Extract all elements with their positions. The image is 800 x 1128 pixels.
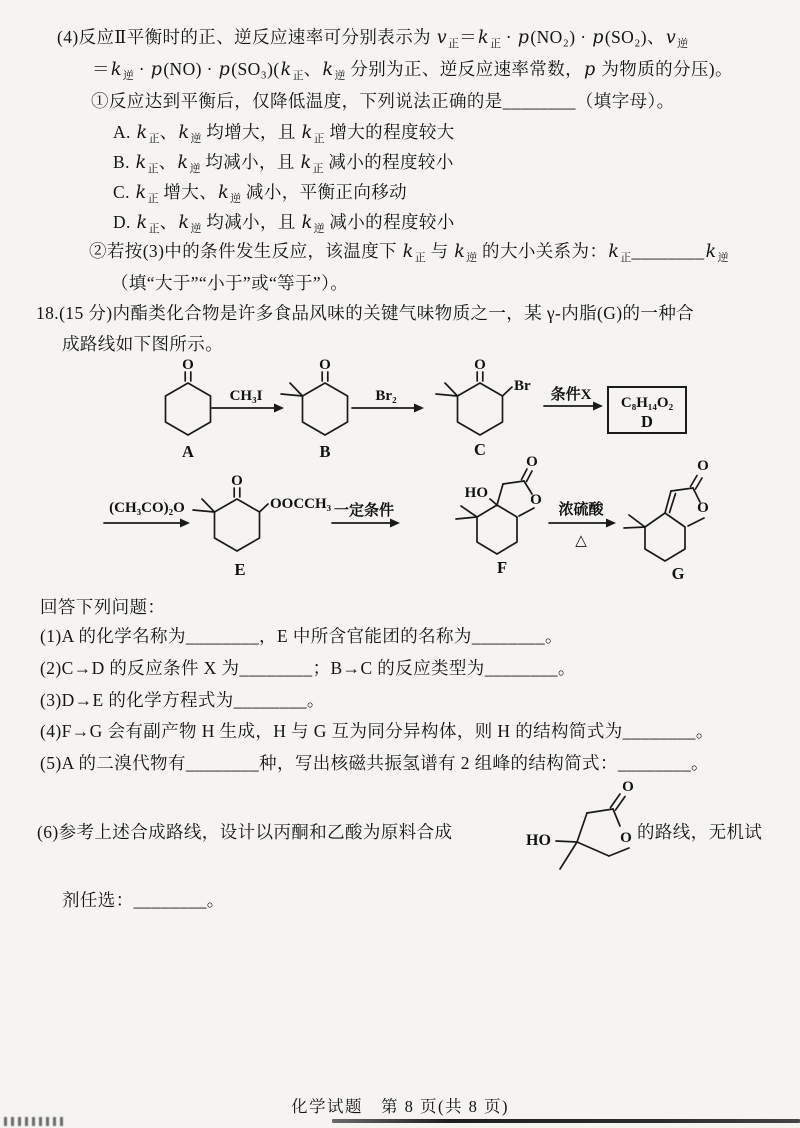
q18-question-3: (3)D→E 的化学方程式为________。 xyxy=(40,690,325,710)
compound-g-structure xyxy=(624,458,709,583)
compound-d-formula: C₈H₁₄O₂ xyxy=(620,395,674,411)
hydroxyl-group-label: HO xyxy=(526,832,551,849)
reagent-ch3i-label: CH₃I xyxy=(229,388,263,404)
carbonyl-o-label: O xyxy=(319,357,331,373)
ring-o-label: O xyxy=(697,500,709,516)
q17-option-a: A. $k_正$、$k_逆$ 均增大，且 $k_正$ 增大的程度较大 xyxy=(113,122,455,145)
q17-option-d: D. $k_正$、$k_逆$ 均减小，且 $k_逆$ 减小的程度较小 xyxy=(113,212,455,235)
q18-prompt: 回答下列问题： xyxy=(40,597,166,617)
carbonyl-o-label: O xyxy=(474,357,486,373)
hydroxyl-group-label: HO xyxy=(464,485,488,501)
compound-b-structure xyxy=(281,357,348,461)
carbonyl-o-label: O xyxy=(182,357,194,373)
carbonyl-o-label: O xyxy=(231,473,243,489)
q18-question-6-text-1: (6)参考上述合成路线，设计以丙酮和乙酸为原料合成 xyxy=(37,822,453,842)
reagent-condition-label: 一定条件 xyxy=(333,503,395,519)
compound-e-structure xyxy=(193,473,332,579)
reaction-arrow-3 xyxy=(544,385,603,411)
reaction-arrow-5 xyxy=(332,501,400,528)
compound-g-label: G xyxy=(671,564,685,583)
compound-e-label: E xyxy=(234,560,246,579)
reaction-arrow-1 xyxy=(212,388,284,413)
q18-intro-line-1: 18.(15 分)内酯类化合物是许多食品风味的关键气味物质之一，某 γ-内脂(G)的一种合 xyxy=(36,303,695,323)
delta-heat-label: △ xyxy=(575,533,587,549)
reagent-h2so4-label: 浓硫酸 xyxy=(558,502,604,518)
reaction-arrow-4 xyxy=(104,500,190,528)
scan-artifact-strip xyxy=(332,1119,800,1123)
q6-target-structure xyxy=(523,778,653,878)
ring-o-label: O xyxy=(620,830,632,846)
compound-c-structure xyxy=(436,357,531,459)
compound-b-label: B xyxy=(319,442,331,461)
reaction-arrow-6 xyxy=(549,500,616,549)
q17-rate-line-1: (4)反应Ⅱ平衡时的正、逆反应速率可分别表示为 $v_正=k_正 \cdot p(NO_2) \cdot p(SO_2)$、$v_逆$ xyxy=(57,27,689,50)
compound-d-box xyxy=(608,387,686,433)
ring-o-label: O xyxy=(530,492,542,508)
q18-question-6-text-2: 的路线，无机试 xyxy=(637,822,763,842)
reagent-aceticanhydride-label: (CH₃CO)₂O xyxy=(109,500,185,516)
q17-sub2-stem: ②若按(3)中的条件发生反应，该温度下 $k_正$ 与 $k_逆$ 的大小关系为：$k_正\_\_\_\_\_\_\_\_k_逆$ xyxy=(89,241,729,264)
compound-f-structure xyxy=(456,454,542,577)
reagent-condition-x-label: 条件X xyxy=(550,387,592,403)
carbonyl-o-label: O xyxy=(526,454,538,470)
q18-intro-line-2: 成路线如下图所示。 xyxy=(62,334,224,354)
page-footer: 化学试题 第 8 页(共 8 页) xyxy=(291,1097,509,1116)
compound-f-label: F xyxy=(496,558,508,577)
q17-sub1-stem: ①反应达到平衡后，仅降低温度，下列说法正确的是________（填字母）。 xyxy=(91,91,675,111)
br-substituent-label: Br xyxy=(514,378,531,394)
q18-question-2: (2)C→D 的反应条件 X 为________；B→C 的反应类型为________。 xyxy=(40,658,576,678)
compound-d-label: D xyxy=(641,412,653,431)
scan-artifact-smudge xyxy=(4,1117,64,1126)
compound-a-label: A xyxy=(182,442,194,461)
q18-question-6-line-2: 剂任选：________。 xyxy=(62,890,225,910)
synthesis-scheme xyxy=(95,352,795,587)
q18-question-1: (1)A 的化学名称为________，E 中所含官能团的名称为________。 xyxy=(40,626,563,646)
q17-rate-line-2: $=k_逆 \cdot p(NO) \cdot p(SO_3)(k_正$、$k_逆$ 分别为正、逆反应速率常数，p 为物质的分压)。 xyxy=(92,59,733,82)
q18-question-4: (4)F→G 会有副产物 H 生成，H 与 G 互为同分异构体，则 H 的结构简式为________。 xyxy=(40,721,714,741)
q17-option-c: C. $k_正$ 增大、$k_逆$ 减小，平衡正向移动 xyxy=(113,182,408,205)
acetoxy-group-label: OOCCH₃ xyxy=(270,496,332,512)
carbonyl-o-label: O xyxy=(697,458,709,474)
carbonyl-o-label: O xyxy=(622,779,634,795)
compound-c-label: C xyxy=(474,440,486,459)
compound-a-structure xyxy=(166,357,211,461)
reagent-br2-label: Br₂ xyxy=(375,388,397,404)
reaction-arrow-2 xyxy=(352,388,424,413)
q18-question-5: (5)A 的二溴代物有________种，写出核磁共振氢谱有 2 组峰的结构简式：________。 xyxy=(40,753,709,773)
q17-option-b: B. $k_正$、$k_逆$ 均减小，且 $k_正$ 减小的程度较小 xyxy=(113,152,454,175)
q17-sub2-hint: （填“大于”“小于”或“等于”）。 xyxy=(111,273,349,293)
